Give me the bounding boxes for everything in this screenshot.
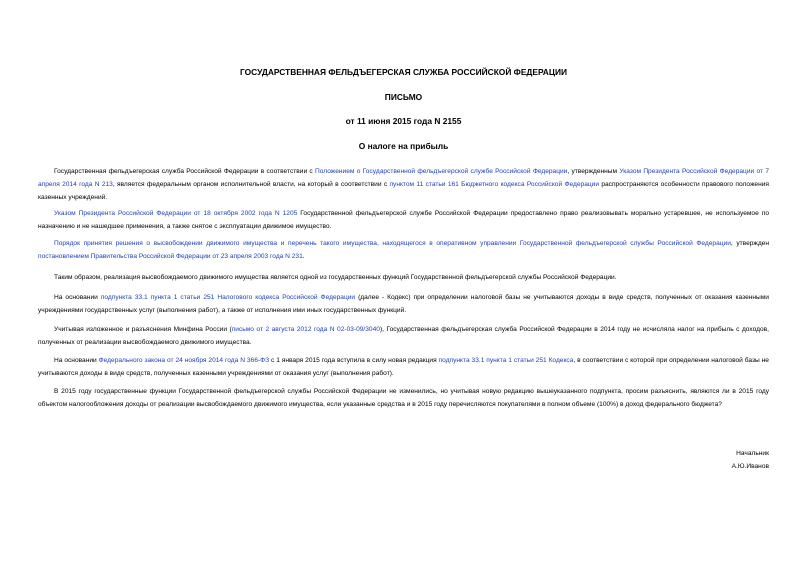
link-federal-law-366[interactable]: Федерального закона от 24 ноября 2014 года N 366-ФЗ (98, 357, 270, 364)
link-code-251-subclause[interactable]: подпункта 33.1 пункта 1 статьи 251 Кодекса (438, 357, 574, 364)
p3-text-1: , утвержден (730, 240, 769, 247)
paragraph-3 (38, 238, 769, 264)
signature-block (732, 448, 769, 473)
p7-text-1: На основании (54, 357, 99, 364)
document-type: ПИСЬМО (384, 92, 423, 102)
p5-text-2: (далее - Кодекс) при определении налоговой базы не учитываются доходы в виде средств, полученных от оказания казенными учреждениями государственных услуг (выполнения работ), а также от исполнения ими иных государственных функций. (38, 294, 769, 314)
paragraph-2 (38, 208, 769, 234)
paragraph-1 (38, 166, 769, 204)
p3-text-2: . (302, 252, 305, 260)
paragraph-8 (38, 386, 769, 412)
document-subject: О налоге на прибыль (358, 141, 449, 151)
link-budget-code-161[interactable]: пунктом 11 статьи 161 Бюджетного кодекса Российской Федерации (389, 180, 600, 188)
p1-text-2: , утвержденным (567, 168, 620, 175)
link-regulation-fsfs[interactable]: Положением о Государственной фельдъегерской службе Российской Федерации (315, 168, 568, 175)
link-decree-1205[interactable]: Указом Президента Российской Федерации от 18 октября 2002 года N 1205 (54, 210, 298, 217)
p1-text-4: распространяются особенности правового положения казенных учреждений. (38, 180, 769, 201)
link-decree-213[interactable]: Указом Президента Российской Федерации от 7 апреля 2014 года N 213 (38, 168, 769, 188)
document-date-number: от 11 июня 2015 года N 2155 (345, 116, 462, 126)
signature-position: Начальник (736, 450, 769, 457)
link-resolution-231[interactable]: постановлением Правительства Российской Федерации от 23 апреля 2003 года N 231 (38, 252, 303, 260)
p6-text-1: Учитывая изложенное и разъяснения Минфина России ( (54, 326, 232, 333)
p1-text-3: , является федеральным органом исполнительной власти, на который в соответствии с (112, 180, 390, 188)
p4-text-1: Таким образом, реализация высвобождаемого движимого имущества является одной из государственных функций Государственной фельдъегерской службы Российской Федерации. (54, 274, 617, 281)
paragraph-7 (38, 355, 769, 381)
paragraph-5 (38, 292, 769, 318)
p2-text-1: Государственной фельдъегерской службе Российской Федерации предоставлено право реализовывать морально устаревшее, не используемое по назначению и не нашедшее применения, а также снятое с эксплуатации движимое имущество. (38, 210, 769, 230)
link-release-procedure[interactable]: Порядок принятия решения о высвобождении движимого имущества и перечень такого имущества, находящегося в оперативном управлении Государственной фельдъегерской службы Российской Федерации (54, 240, 731, 247)
link-tax-code-251[interactable]: подпункта 33.1 пункта 1 статьи 251 Налогового кодекса Российской Федерации (100, 294, 356, 301)
p1-text-1: Государственная фельдъегерская служба Российской Федерации в соответствии с (54, 168, 316, 175)
agency-title: ГОСУДАРСТВЕННАЯ ФЕЛЬДЪЕГЕРСКАЯ СЛУЖБА РОССИЙСКОЙ ФЕДЕРАЦИИ (239, 67, 568, 77)
p7-text-2: с 1 января 2015 года вступила в силу новая редакция (269, 357, 439, 364)
signature-name: А.Ю.Иванов (731, 462, 769, 470)
p8-text-1: В 2015 году государственные функции Государственной фельдъегерской службы Российской Федерации не изменились, но учитывая новую редакцию вышеуказанного подпункта, просим разъяснить, являются ли в 2015 году объектом налогообложения доходы от реализации высвобождаемого движимого имущества, если указанные средства и в 2015 году перечисляются покупателями в полном объеме (100%) в доход федерального бюджета? (38, 388, 769, 408)
p5-text-1: На основании (54, 294, 101, 301)
paragraph-6 (38, 324, 769, 350)
p6-text-2: ), Государственная фельдъегерская служба Российской Федерации в 2014 году не исчисляла налог на прибыль с доходов, полученных от реализации высвобождаемого движимого имущества. (38, 326, 769, 346)
link-minfin-letter[interactable]: письмо от 2 августа 2012 года N 02-03-09/3040 (231, 326, 380, 333)
p7-text-3: , в соответствии с которой при определении налоговой базы не учитываются доходы в виде средств, полученных казенными учреждениями от оказания услуг (выполнения работ). (38, 357, 769, 377)
paragraph-4 (38, 272, 769, 285)
